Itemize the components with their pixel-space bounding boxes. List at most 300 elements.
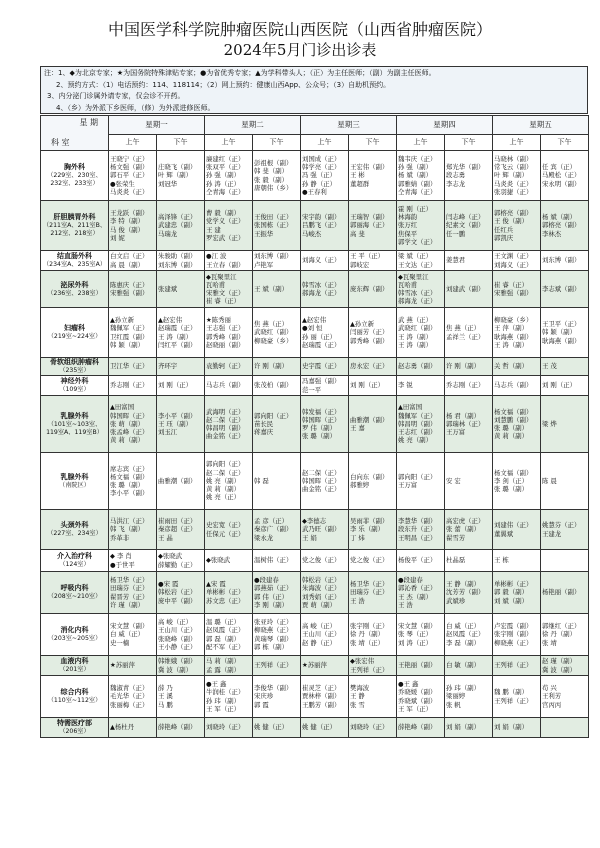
doctor-entry: 赵 瑾（副）	[542, 657, 576, 666]
morning-doctors-cell	[109, 151, 157, 201]
department-cell	[41, 251, 109, 271]
doctor-entry: 乔晓斌（副）	[398, 696, 437, 705]
doctor-entry: 吕鹏飞（正）	[302, 221, 341, 230]
afternoon-doctors-cell	[157, 376, 205, 396]
doctor-entry: 刘东博（副）	[158, 260, 197, 269]
afternoon-doctors-cell	[157, 358, 205, 376]
doctor-entry: 卢宏霞（副）	[494, 622, 533, 631]
doctor-entry: 刘海义（正）	[302, 256, 341, 265]
table-row	[41, 308, 589, 358]
afternoon-header: 下午	[253, 134, 301, 150]
doctor-entry: 吴雨菲（副）	[350, 517, 389, 526]
morning-doctors-cell	[397, 308, 445, 358]
doctor-entry: 郭学文（正）	[398, 237, 437, 246]
doctor-entry: 李慧华（副）	[398, 517, 437, 526]
doctor-entry: ●宋 霞	[158, 580, 179, 589]
doctor-entry: 孟 露（副）	[206, 665, 240, 674]
doctor-entry: 卢艳军	[254, 260, 274, 269]
morning-header: 上午	[109, 134, 157, 150]
doctor-entry: 崔雨田（正）	[158, 517, 197, 526]
afternoon-doctors-cell	[445, 572, 493, 614]
doctor-entry: 高 峻（正）	[302, 622, 336, 631]
doctor-entry: 郭继红（正）	[542, 622, 581, 631]
doctor-entry: 郭凯庆	[494, 233, 514, 242]
doctor-entry: 朱海波（正）	[302, 584, 341, 593]
afternoon-doctors-cell	[157, 676, 205, 718]
doctor-entry: 徐 丹（副）	[350, 630, 384, 639]
doctor-entry: 赵二保（正）	[302, 468, 341, 477]
department-name: 消化内科	[60, 626, 89, 634]
doctor-entry: 赵 静（正）	[302, 638, 336, 647]
doctor-entry: 杨文强（副）	[110, 163, 149, 172]
note-line: 4、（乡）为外派下乡医师，（修）为外派进修医师。	[56, 103, 215, 112]
department-name: 结直肠外科	[57, 252, 92, 260]
doctor-entry: 张宇刚（正）	[350, 622, 389, 631]
doctor-entry: 仝青海（正）	[398, 187, 437, 196]
doctor-entry: 郭燕茹（正）	[254, 584, 293, 593]
doctor-entry: ●段建春	[398, 576, 423, 585]
afternoon-doctors-cell	[541, 201, 589, 251]
doctor-entry: 郭沁香（正）	[398, 584, 437, 593]
morning-doctors-cell	[397, 676, 445, 718]
doctor-entry: 韩 颖（副）	[542, 328, 576, 337]
doctor-entry: 王 彬	[350, 171, 365, 180]
doctor-entry: 薛艳峰（副）	[398, 723, 437, 732]
doctor-entry: 韩雪冰（正）	[302, 280, 341, 289]
doctor-entry: 张 璐（副）	[494, 424, 528, 432]
afternoon-doctors-cell	[445, 376, 493, 396]
department-name: 特需医疗部	[57, 719, 92, 727]
afternoon-doctors-cell	[541, 151, 589, 201]
department-name: 妇瘤科	[64, 324, 85, 332]
morning-doctors-cell	[301, 201, 349, 251]
doctor-entry: 赵志勇（副）	[398, 362, 437, 371]
morning-doctors-cell	[205, 396, 253, 453]
table-row	[41, 453, 589, 510]
morning-doctors-cell	[301, 614, 349, 656]
afternoon-doctors-cell	[541, 676, 589, 718]
doctor-entry: 张 蕾（副）	[446, 525, 480, 534]
doctor-entry: 罗宏武（正）	[206, 233, 245, 242]
doctor-entry: 张国栋（正）	[254, 221, 293, 230]
doctor-entry: 郭秀峰（副）	[350, 336, 389, 345]
day-header-fri: 星期五	[493, 116, 589, 135]
morning-doctors-cell	[397, 614, 445, 656]
afternoon-header: 下午	[541, 134, 589, 150]
doctor-entry: 马洪江（正）	[110, 517, 149, 526]
department-cell	[41, 201, 109, 251]
doctor-entry: 李 锐	[398, 381, 413, 390]
doctor-entry: 李 乐（副）	[350, 525, 384, 534]
doctor-entry: 王万富	[446, 428, 466, 437]
doctor-entry: 关 哲（副）	[494, 362, 528, 371]
doctor-entry: 牛润桂（正）	[206, 688, 245, 697]
doctor-entry: 韩 磊	[254, 476, 269, 485]
afternoon-doctors-cell	[157, 251, 205, 271]
doctor-entry: 梁丽婷	[446, 692, 466, 701]
doctor-entry: 孙 丽（正）	[302, 332, 336, 341]
morning-doctors-cell	[397, 376, 445, 396]
doctor-entry: 王 杰（副）	[398, 592, 432, 601]
doctor-entry: 王 涛（副）	[158, 332, 192, 341]
doctor-entry: 田瑞芬（正）	[110, 584, 149, 593]
doctor-entry: 单彬彬（正）	[494, 580, 533, 589]
doctor-entry: 贾林梓（副）	[302, 692, 341, 701]
morning-doctors-cell	[301, 676, 349, 718]
afternoon-doctors-cell	[445, 151, 493, 201]
doctor-entry: ●江 波	[206, 252, 227, 261]
afternoon-doctors-cell	[157, 453, 205, 510]
doctor-entry: 武晓红（副）	[254, 328, 293, 337]
doctor-entry: 史宇霞（正）	[302, 362, 341, 371]
doctor-entry: 郑光华（副）	[446, 163, 485, 172]
doctor-entry: 陈 晨	[542, 476, 557, 485]
morning-doctors-cell	[205, 271, 253, 308]
doctor-entry: 王文达（正）	[398, 260, 437, 269]
doctor-entry: 李 特（副）	[110, 217, 144, 226]
doctor-entry: 魏佩军（正）	[398, 411, 437, 420]
morning-doctors-cell	[205, 614, 253, 656]
doctor-entry: 曹 毅（副）	[206, 209, 240, 218]
afternoon-doctors-cell	[253, 151, 301, 201]
morning-doctors-cell	[205, 510, 253, 550]
doctor-entry: 张万红	[398, 221, 418, 230]
doctor-entry: 孙 强（副）	[398, 163, 432, 172]
doctor-entry: 任 宾（正）	[542, 163, 576, 172]
doctor-entry: 马志兵（副）	[494, 381, 533, 390]
table-row	[41, 550, 589, 572]
doctor-entry: 马峻杰	[302, 229, 322, 238]
doctor-entry: 柳晓豪（乡）	[494, 316, 533, 325]
afternoon-doctors-cell	[157, 396, 205, 453]
afternoon-doctors-cell	[445, 614, 493, 656]
doctor-entry: 孙 玮（副）	[446, 684, 480, 693]
doctor-entry: ▲赵宏伟	[302, 316, 327, 325]
doctor-entry: 苗长民	[254, 419, 274, 428]
morning-doctors-cell	[205, 572, 253, 614]
morning-doctors-cell	[493, 550, 541, 572]
doctor-entry: 任一鹏	[446, 229, 466, 238]
afternoon-doctors-cell	[541, 396, 589, 453]
doctor-entry: 杨卫华（正）	[350, 580, 389, 589]
morning-doctors-cell	[493, 376, 541, 396]
doctor-entry: 郭秀峰（副）	[206, 332, 245, 341]
afternoon-doctors-cell	[349, 614, 397, 656]
doctor-entry: 温树伟（正）	[254, 556, 293, 565]
doctor-entry: 王小静（正）	[158, 642, 197, 651]
doctor-entry: 郭 毅（副）	[494, 588, 528, 597]
doctor-entry: 史一楠	[110, 638, 130, 647]
doctor-entry: 姚 亮（副）	[206, 476, 240, 485]
doctor-entry: 孙 强（副）	[206, 171, 240, 180]
doctor-entry: 武晓红（副）	[398, 324, 437, 333]
department-name: 呼吸内科	[60, 584, 89, 592]
doctor-entry: 马晓林（副）	[494, 154, 533, 163]
doctor-entry: 王 军（正）	[206, 704, 240, 713]
doctor-entry: 樊海波	[350, 684, 370, 693]
morning-doctors-cell	[493, 453, 541, 510]
doctor-entry: 白向东（副）	[350, 472, 389, 481]
doctor-entry: 王志强（正）	[206, 324, 245, 333]
doctor-entry: 卫红霞（副）	[110, 332, 149, 341]
doctor-entry: 王 平（正）	[350, 252, 384, 261]
table-corner	[41, 116, 109, 151]
doctor-entry: 王 俊（副）	[494, 217, 528, 226]
morning-doctors-cell	[493, 201, 541, 251]
doctor-entry: 杨俊平（正）	[398, 556, 437, 565]
morning-doctors-cell	[205, 453, 253, 510]
afternoon-doctors-cell	[253, 358, 301, 376]
doctor-entry: 孟祥兰（正）	[446, 332, 485, 341]
morning-doctors-cell	[493, 271, 541, 308]
note-line: 注：1、◆为北京专家；★为国务院特殊津贴专家；●为省优秀专家；▲为学科带头人；（正）为主任医师；（副）为副主任医师。	[44, 69, 436, 77]
doctor-entry: 马 鹏	[158, 700, 173, 709]
afternoon-doctors-cell	[157, 550, 205, 572]
afternoon-doctors-cell	[541, 614, 589, 656]
doctor-entry: 王 萍（副）	[494, 324, 528, 333]
department-room: （124室）	[59, 561, 90, 568]
doctor-entry: 安 宏	[446, 476, 461, 485]
doctor-entry: 徐 丹（副）	[542, 630, 576, 639]
doctor-entry: 瓦哈甫	[206, 280, 226, 289]
morning-doctors-cell	[397, 201, 445, 251]
doctor-entry: 杨 斌（副）	[398, 171, 432, 180]
morning-doctors-cell	[397, 396, 445, 453]
doctor-entry: 韩松岩（正）	[158, 588, 197, 597]
doctor-entry: 段志勇	[446, 171, 466, 180]
doctor-entry: 王鹏芳（副）	[302, 700, 341, 709]
doctor-entry: 王 静	[350, 692, 365, 701]
doctor-entry: 董超群	[350, 179, 370, 188]
department-name: 血液内科	[60, 657, 89, 665]
doctor-entry: 王 斌（副）	[254, 284, 288, 293]
doctor-entry: 王卫平（正）	[542, 320, 581, 329]
doctor-entry: 杨文福（副）	[494, 468, 533, 477]
morning-doctors-cell	[397, 550, 445, 572]
doctor-entry: 刘国成（正）	[302, 154, 341, 163]
doctor-entry: 毛光华（正）	[110, 692, 149, 701]
doctor-entry: 任保元（正）	[206, 529, 245, 538]
afternoon-doctors-cell	[445, 550, 493, 572]
morning-doctors-cell	[493, 718, 541, 738]
doctor-entry: ▲田富国	[398, 403, 423, 412]
morning-doctors-cell	[301, 151, 349, 201]
doctor-entry: 王万富	[398, 481, 418, 489]
doctor-entry: 郝雅婷	[350, 481, 370, 489]
morning-doctors-cell	[205, 358, 253, 376]
morning-doctors-cell	[205, 676, 253, 718]
doctor-entry: 任红兵	[494, 225, 514, 234]
department-name: 综合内科	[60, 688, 89, 696]
doctor-entry: 孙 静（正）	[302, 179, 336, 188]
department-cell	[41, 614, 109, 656]
doctor-entry: 张晓峰（副）	[158, 634, 197, 643]
doctor-entry: 刘冠华	[158, 179, 178, 188]
doctor-entry: ◆张宏伟	[350, 657, 375, 666]
doctor-entry: 许 刚（副）	[446, 362, 480, 371]
morning-doctors-cell	[109, 550, 157, 572]
doctor-entry: 张 靖（正）	[350, 638, 384, 647]
doctor-entry: 柳晓燕（正）	[254, 626, 293, 635]
doctor-entry: 王列祥（正）	[350, 665, 389, 674]
doctor-entry: ◆李德志	[302, 517, 327, 526]
table-row	[41, 376, 589, 396]
morning-doctors-cell	[301, 453, 349, 510]
doctor-entry: 杨卫华（正）	[110, 576, 149, 585]
afternoon-header: 下午	[445, 134, 493, 150]
doctor-entry: 刘 刚（正）	[350, 381, 384, 390]
doctor-entry: 王山川（正）	[158, 626, 197, 635]
doctor-entry: 王 涛（副）	[398, 340, 432, 349]
morning-doctors-cell	[301, 308, 349, 358]
doctor-entry: 宋宇韵（副）	[302, 213, 341, 222]
doctor-entry: 王 涛（副）	[398, 332, 432, 341]
table-row	[41, 676, 589, 718]
doctor-entry: ◆张晓武	[206, 556, 231, 565]
afternoon-doctors-cell	[253, 271, 301, 308]
doctor-entry: 刘建武（副）	[446, 284, 485, 293]
doctor-entry: 刘 娟（副）	[494, 723, 528, 732]
doctor-entry: 刘晓玲（正）	[206, 723, 245, 732]
afternoon-doctors-cell	[445, 656, 493, 676]
doctor-entry: 房永宏（正）	[350, 362, 389, 371]
doctor-entry: 郭 栋（副）	[254, 642, 288, 651]
doctor-entry: 郭雅婧（副）	[398, 179, 437, 188]
department-cell	[41, 572, 109, 614]
afternoon-doctors-cell	[349, 676, 397, 718]
doctor-entry: 郭榕亮（副）	[542, 221, 581, 230]
doctor-entry: 王 涛（副）	[494, 340, 528, 349]
doctor-entry: 王立春（副）	[206, 260, 245, 269]
morning-doctors-cell	[301, 718, 349, 738]
doctor-entry: 张 雪	[350, 700, 365, 709]
morning-doctors-cell	[109, 396, 157, 453]
doctor-entry: 庞东辉（副）	[350, 284, 389, 293]
doctor-entry: 刘 刚（正）	[542, 381, 576, 390]
doctor-entry: 叶 辉（副）	[494, 171, 528, 180]
afternoon-header: 下午	[349, 134, 397, 150]
doctor-entry: 崔 睿（正）	[494, 280, 528, 289]
afternoon-doctors-cell	[253, 510, 301, 550]
doctor-entry: 郭石平（正）	[110, 171, 149, 180]
doctor-entry: 冀 波（副）	[158, 665, 192, 674]
afternoon-doctors-cell	[349, 251, 397, 271]
morning-doctors-cell	[109, 308, 157, 358]
doctor-entry: 冯嘉强（副）	[302, 377, 341, 386]
morning-doctors-cell	[397, 510, 445, 550]
doctor-entry: 孙 涛（正）	[206, 179, 240, 188]
morning-doctors-cell	[397, 151, 445, 201]
doctor-entry: 乔志刚（正）	[446, 381, 485, 390]
morning-doctors-cell	[493, 614, 541, 656]
doctor-entry: 梁 斌（正）	[398, 252, 432, 261]
doctor-entry: 宋永明（副）	[542, 179, 581, 188]
doctor-entry: 杜晶磊	[446, 556, 466, 565]
doctor-entry: 姚慧芬（正）	[542, 521, 581, 530]
doctor-entry: 王龙跃（副）	[110, 209, 149, 218]
table-row	[41, 510, 589, 550]
afternoon-doctors-cell	[541, 453, 589, 510]
doctor-entry: 李小平（副）	[110, 489, 149, 498]
afternoon-doctors-cell	[349, 376, 397, 396]
doctor-entry: 马炎炎（正）	[110, 187, 149, 196]
day-header-wed: 星期三	[301, 116, 397, 135]
doctor-entry: 闫志峰（正）	[446, 213, 485, 222]
doctor-entry: 单彬彬（正）	[206, 588, 245, 597]
doctor-entry: 王 军（正）	[398, 704, 432, 713]
doctor-entry: 魏淑青（正）	[110, 684, 149, 693]
afternoon-doctors-cell	[349, 453, 397, 510]
doctor-entry: 韩学亮（正）	[302, 163, 341, 172]
afternoon-doctors-cell	[541, 308, 589, 358]
morning-doctors-cell	[493, 358, 541, 376]
doctor-entry: 姚 亮（正）	[206, 493, 240, 502]
doctor-entry: 彭祖根（副）	[254, 159, 293, 168]
doctor-entry: 韩昌明（副）	[398, 419, 437, 428]
morning-doctors-cell	[109, 453, 157, 510]
afternoon-doctors-cell	[157, 510, 205, 550]
doctor-entry: 王明昌（正）	[398, 533, 437, 542]
doctor-entry: 李俊华（副）	[254, 684, 293, 693]
doctor-entry: 薛艳峰（副）	[158, 723, 197, 732]
doctor-entry: 张 帆	[446, 700, 461, 709]
doctor-entry: 魏 鹏（副）	[494, 688, 528, 697]
doctor-entry: 郭向阳（正）	[398, 472, 437, 481]
doctor-entry: 马 俊（副）	[110, 225, 144, 234]
morning-doctors-cell	[109, 201, 157, 251]
doctor-entry: 田瑞芬（正）	[350, 588, 389, 597]
morning-doctors-cell	[397, 656, 445, 676]
doctor-entry: 瓦哈甫	[398, 280, 418, 289]
morning-doctors-cell	[301, 572, 349, 614]
department-room: （219室~224室）	[47, 333, 102, 340]
doctor-entry: 杨文福（副）	[110, 472, 149, 481]
afternoon-doctors-cell	[445, 510, 493, 550]
doctor-entry: 王列祥（正）	[494, 661, 533, 670]
doctor-entry: 李林杰	[542, 229, 562, 238]
doctor-entry: 姜慧君	[446, 256, 466, 265]
doctor-entry: 梁 烨	[542, 419, 557, 428]
afternoon-doctors-cell	[541, 550, 589, 572]
doctor-entry: 宋雅强（副）	[494, 289, 533, 297]
doctor-entry: 翟晋芳（正）	[110, 592, 149, 601]
morning-doctors-cell	[301, 376, 349, 396]
afternoon-doctors-cell	[445, 676, 493, 718]
doctor-entry: 张茂柏（副）	[254, 381, 293, 390]
morning-header: 上午	[397, 134, 445, 150]
afternoon-doctors-cell	[349, 151, 397, 201]
doctor-entry: ●段建春	[254, 576, 279, 585]
day-header-thu: 星期四	[397, 116, 493, 135]
doctor-entry: 温 璐（正）	[206, 618, 240, 627]
morning-doctors-cell	[109, 251, 157, 271]
doctor-entry: ★苏丽萍	[302, 661, 327, 670]
department-name: 乳腺外科	[60, 411, 89, 420]
doctor-entry: 刘 刚（正）	[158, 381, 192, 390]
department-room: （南院区）	[59, 481, 90, 489]
afternoon-doctors-cell	[445, 396, 493, 453]
doctor-entry: 曲金铭（正）	[206, 432, 245, 441]
doctor-entry: 郭榕亮（副）	[494, 209, 533, 218]
doctor-entry: 王列祥（正）	[254, 661, 293, 670]
doctor-entry: 白 威（正）	[446, 622, 480, 631]
doctor-entry: 李 磊（副）	[446, 638, 480, 647]
doctor-entry: 曲金铭（正）	[302, 485, 341, 494]
morning-doctors-cell	[493, 572, 541, 614]
doctor-entry: 王 栋	[494, 556, 509, 565]
afternoon-doctors-cell	[541, 358, 589, 376]
department-cell	[41, 376, 109, 396]
